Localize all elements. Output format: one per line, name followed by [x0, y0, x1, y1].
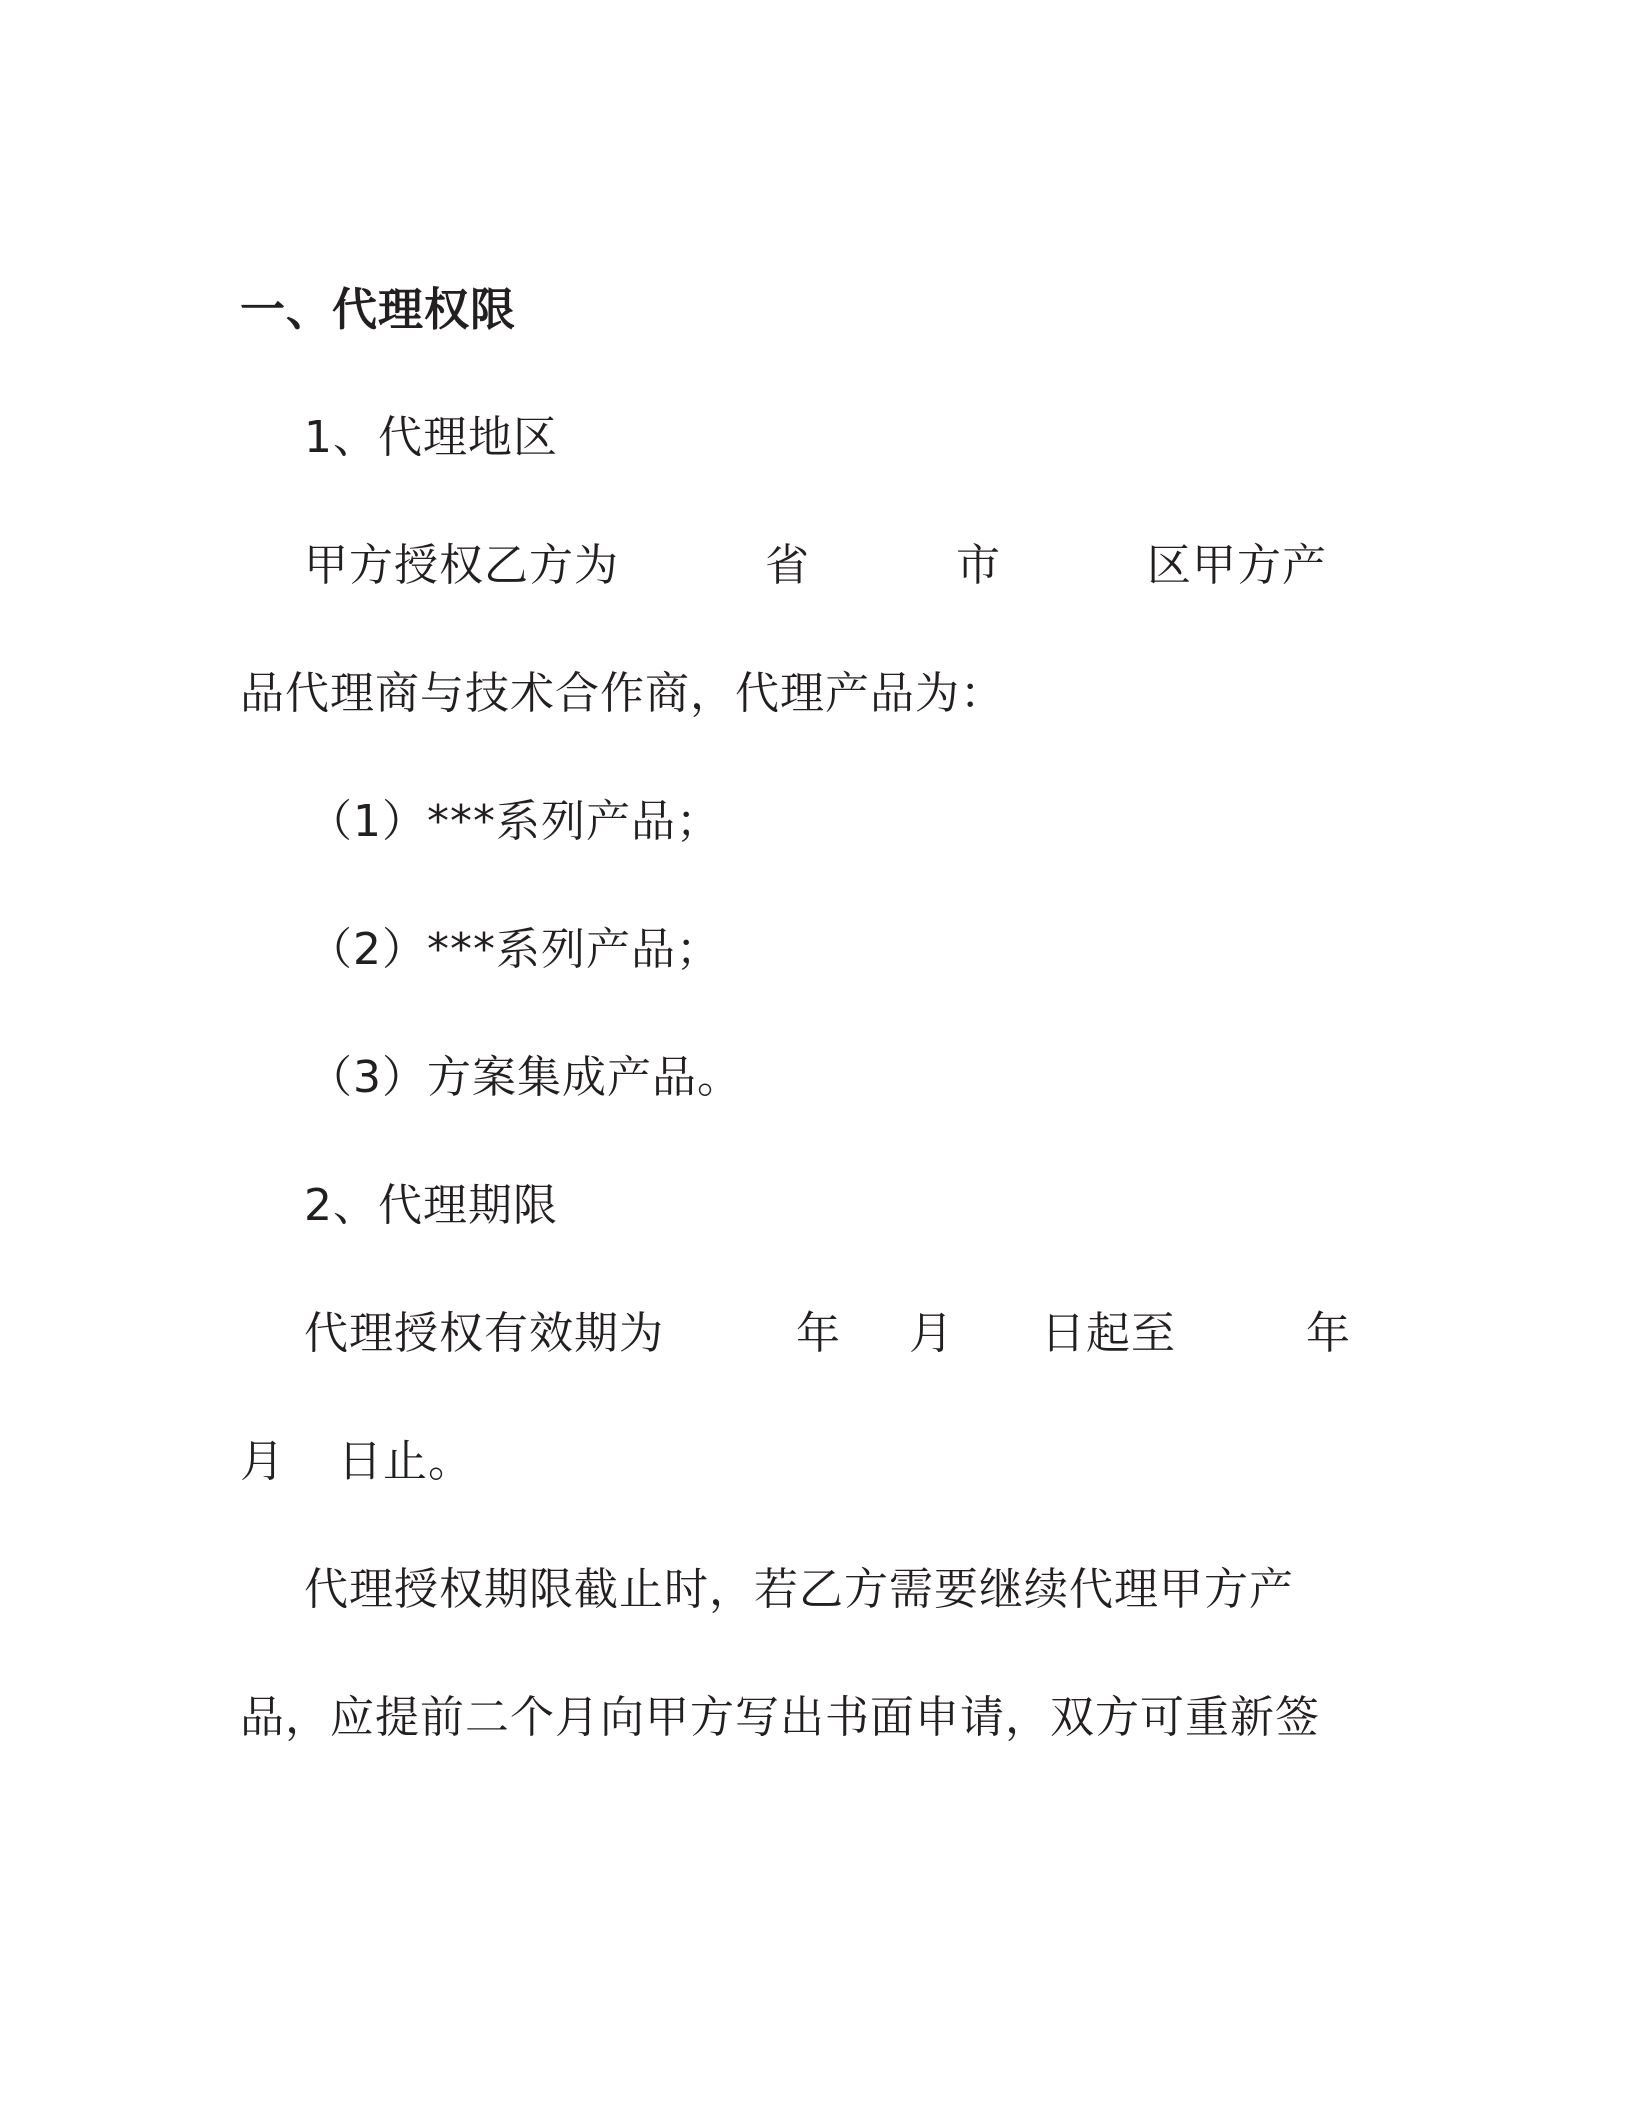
- day-start-label: 日起至: [1041, 1308, 1176, 1359]
- district-suffix: 区甲方产: [1147, 540, 1327, 591]
- renewal-paragraph-line-1: 代理授权期限截止时，若乙方需要继续代理甲方产: [304, 1564, 1294, 1615]
- product-item-1: （1）***系列产品；: [308, 796, 721, 847]
- term-line-end: [240, 1434, 473, 1490]
- renewal-paragraph-line-2: 品，应提前二个月向甲方写出书面申请，双方可重新签: [240, 1692, 1320, 1743]
- month-end-label: 月: [240, 1436, 285, 1487]
- authorization-line: [304, 538, 1404, 594]
- subsection-title-term: 2、代理期限: [304, 1180, 558, 1231]
- product-item-2: （2）***系列产品；: [308, 924, 721, 975]
- subsection-title-region: 1、代理地区: [304, 412, 558, 463]
- authorization-prefix: 甲方授权乙方为: [304, 540, 619, 591]
- day-end-label: 日止。: [338, 1436, 473, 1487]
- section-heading: 一、代理权限: [240, 283, 517, 336]
- month-start-label: 月: [909, 1308, 954, 1359]
- province-label: 省: [765, 540, 810, 591]
- city-label: 市: [956, 540, 1001, 591]
- year-end-label: 年: [1306, 1308, 1351, 1359]
- authorization-continuation: 品代理商与技术合作商，代理产品为：: [240, 668, 1005, 719]
- term-line: [304, 1306, 1404, 1362]
- term-prefix: 代理授权有效期为: [304, 1308, 664, 1359]
- product-item-3: （3）方案集成产品。: [308, 1052, 742, 1103]
- year-start-label: 年: [796, 1308, 841, 1359]
